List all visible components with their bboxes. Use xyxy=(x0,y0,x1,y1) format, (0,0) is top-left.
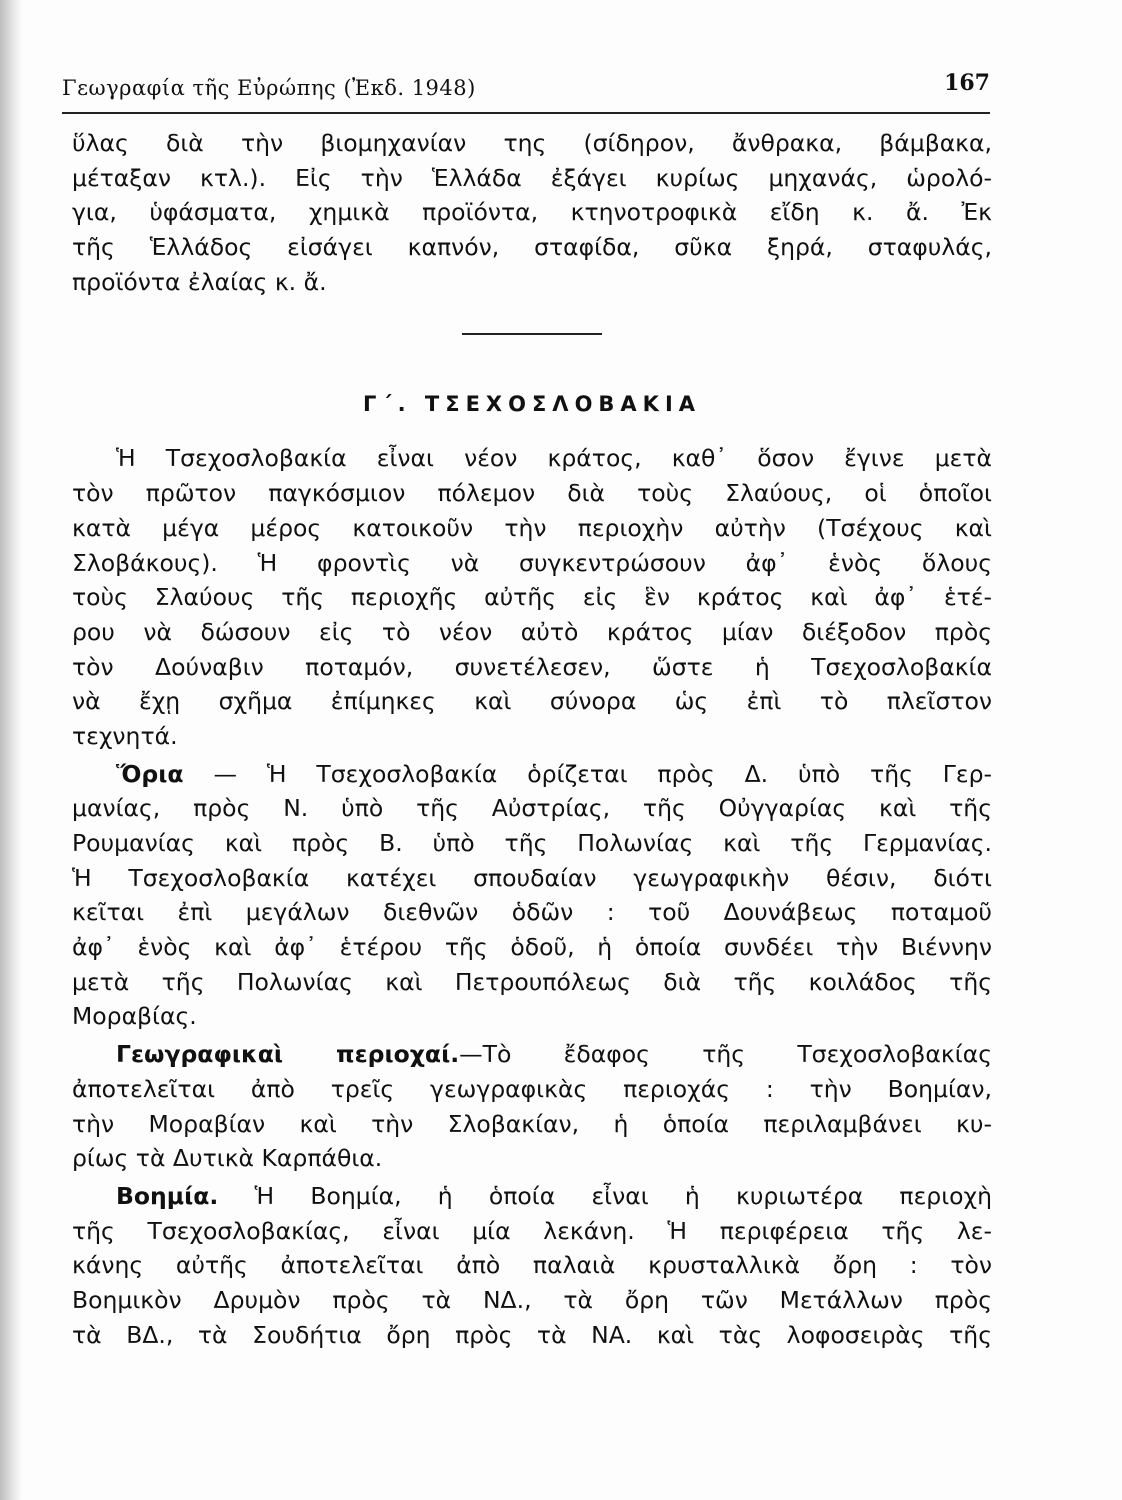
text-line: νὰ ἔχῃ σχῆμα ἐπίμηκες καὶ σύνορα ὡς ἐπὶ τὸ πλεῖστον xyxy=(72,687,992,716)
text-line: τὰ ΒΔ., τὰ Σουδήτια ὄρη πρὸς τὰ ΝΑ. καὶ τὰς λοφοσειρὰς τῆς xyxy=(72,1320,992,1349)
text-line: κατὰ μέγα μέρος κατοικοῦν τὴν περιοχὴν αὐτὴν (Τσέχους καὶ xyxy=(72,513,992,542)
text-run: — Ἡ Τσεχοσλοβακία ὁρίζεται πρὸς Δ. ὑπὸ τῆς Γερ- xyxy=(183,759,992,788)
text-line: προϊόντα ἐλαίας κ. ἄ. xyxy=(72,267,327,296)
text-line: μέταξαν κτλ.). Εἰς τὴν Ἑλλάδα ἐξάγει κυρίως μηχανάς, ὡρολό- xyxy=(72,163,992,192)
text-line: τῆς Ἑλλάδος εἰσάγει καπνόν, σταφίδα, σῦκα ξηρά, σταφυλάς, xyxy=(72,233,992,262)
text-line: Ρουμανίας καὶ πρὸς Β. ὑπὸ τῆς Πολωνίας καὶ τῆς Γερμανίας. xyxy=(72,829,992,857)
subheading-geographic-regions: Γεωγραφικαὶ περιοχαί. xyxy=(116,1040,460,1069)
paragraph-borders xyxy=(72,757,992,1035)
text-line xyxy=(72,757,992,792)
text-line: μανίας, πρὸς Ν. ὑπὸ τῆς Αὐστρίας, τῆς Οὐγγαρίας καὶ τῆς xyxy=(72,794,992,823)
text-run: —Τὸ ἔδαφος τῆς Τσεχοσλοβακίας xyxy=(459,1040,992,1069)
text-line: Βοημικὸν Δρυμὸν πρὸς τὰ ΝΔ., τὰ ὄρη τῶν Μετάλλων πρὸς xyxy=(72,1285,992,1314)
paragraph-geographic-regions xyxy=(72,1037,992,1176)
text-line: ὕλας διὰ τὴν βιομηχανίαν της (σίδηρον, ἄνθρακα, βάμβακα, xyxy=(72,129,992,157)
text-line: ἀφ᾽ ἑνὸς καὶ ἀφ᾽ ἑτέρου τῆς ὁδοῦ, ἡ ὁποία συνδέει τὴν Βιέννην xyxy=(72,933,992,962)
text-line: τεχνητά. xyxy=(72,721,178,750)
text-line: κάνης αὐτῆς ἀποτελεῖται ἀπὸ παλαιὰ κρυσταλλικὰ ὄρη : τὸν xyxy=(72,1251,992,1280)
page-number: 167 xyxy=(944,70,990,96)
text-line xyxy=(72,1179,992,1214)
text-line: τὴν Μοραβίαν καὶ τὴν Σλοβακίαν, ἡ ὁποία περιλαμβάνει κυ- xyxy=(72,1109,992,1138)
subheading-bohemia: Βοημία. xyxy=(116,1181,219,1210)
text-line: Σλοβάκους). Ἡ φροντὶς νὰ συγκεντρώσουν ἀφ᾽ ἑνὸς ὅλους xyxy=(72,548,992,577)
text-line: ρίως τὰ Δυτικὰ Καρπάθια. xyxy=(72,1144,383,1173)
paragraph-intro-czechoslovakia xyxy=(72,441,992,753)
paragraph-bohemia xyxy=(72,1179,992,1352)
subheading-borders: Ὅρια xyxy=(116,759,184,788)
running-header xyxy=(62,70,990,114)
text-line: ρου νὰ δώσουν εἰς τὸ νέον αὐτὸ κράτος μίαν διέξοδον πρὸς xyxy=(72,617,992,646)
text-line: τὸν Δούναβιν ποταμόν, συνετέλεσεν, ὥστε ἡ Τσεχοσλοβακία xyxy=(72,652,992,681)
text-line: Μοραβίας. xyxy=(72,1002,197,1031)
section-separator xyxy=(462,333,602,335)
text-line: Ἡ Τσεχοσλοβακία εἶναι νέον κράτος, καθ᾽ ὅσον ἔγινε μετὰ xyxy=(116,444,992,473)
page-binding-shadow xyxy=(0,0,22,1500)
text-line: κεῖται ἐπὶ μεγάλων διεθνῶν ὁδῶν : τοῦ Δουνάβεως ποταμοῦ xyxy=(72,898,992,927)
text-line: τῆς Τσεχοσλοβακίας, εἶναι μία λεκάνη. Ἡ περιφέρεια τῆς λε- xyxy=(72,1216,992,1245)
text-run: Ἡ Βοημία, ἡ ὁποία εἶναι ἡ κυριωτέρα περιοχὴ xyxy=(218,1181,992,1210)
text-line: Ἡ Τσεχοσλοβακία κατέχει σπουδαίαν γεωγραφικὴν θέσιν, διότι xyxy=(72,863,992,892)
header-rule xyxy=(62,112,990,114)
text-line: τοὺς Σλαύους τῆς περιοχῆς αὐτῆς εἰς ἓν κράτος καὶ ἀφ᾽ ἑτέ- xyxy=(72,583,992,612)
text-line: τὸν πρῶτον παγκόσμιον πόλεμον διὰ τοὺς Σλαύους, οἱ ὁποῖοι xyxy=(72,479,992,508)
intro-paragraph xyxy=(72,126,992,299)
text-line xyxy=(72,1037,992,1072)
text-line: ἀποτελεῖται ἀπὸ τρεῖς γεωγραφικὰς περιοχάς : τὴν Βοημίαν, xyxy=(72,1074,992,1103)
header-title: Γεωγραφία τῆς Εὐρώπης (Ἐκδ. 1948) xyxy=(62,76,476,100)
text-line: μετὰ τῆς Πολωνίας καὶ Πετρουπόλεως διὰ τῆς κοιλάδος τῆς xyxy=(72,967,992,996)
section-heading: Γ΄. ΤΣΕΧΟΣΛΟΒΑΚΙΑ xyxy=(362,392,702,417)
body-text xyxy=(72,126,992,1352)
text-line: για, ὑφάσματα, χημικὰ προϊόντα, κτηνοτροφικὰ εἴδη κ. ἄ. Ἐκ xyxy=(72,198,992,227)
